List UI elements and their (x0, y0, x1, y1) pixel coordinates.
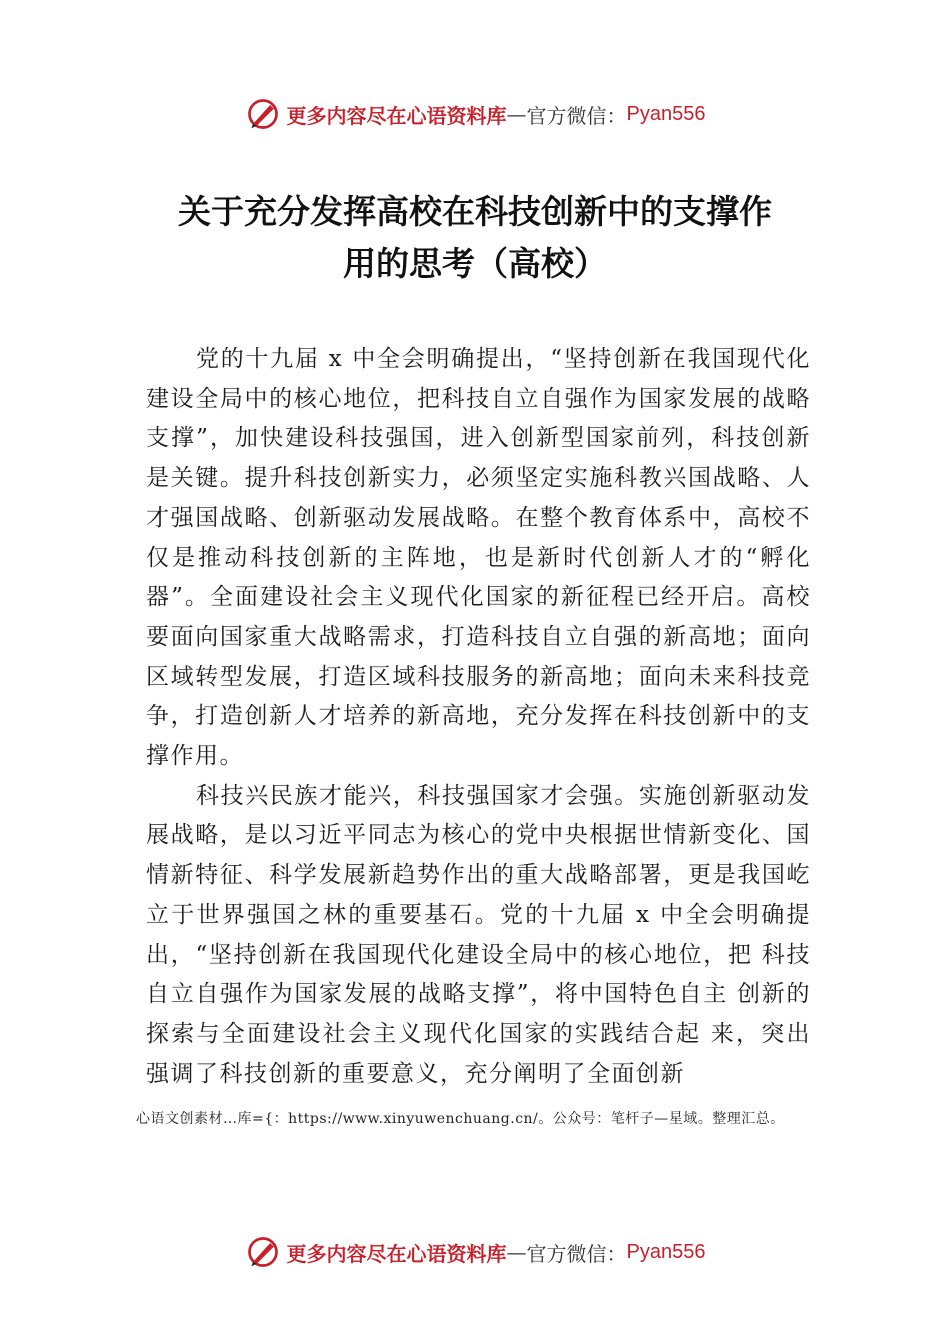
footer-note: 心语文创素材…库={：https://www.xinyuwenchuang.cn/。公众号：笔杆子—星域。整理汇总。 (136, 1111, 785, 1127)
banner-dash: — (506, 102, 527, 126)
banner-dash: — (506, 1240, 527, 1264)
banner-wechat-label: 官方微信： (526, 1241, 627, 1266)
document-title (120, 186, 830, 290)
document-body (146, 340, 811, 1094)
banner-main-text: 更多内容尽在心语资料库 (286, 1241, 507, 1266)
banner-wechat-id: Pyan556 (626, 102, 706, 125)
paragraph-2: 科技兴民族才能兴，科技强国家才会强。实施创新驱动发展战略，是以习近平同志为核心的党中央根据世情新变化、国情新特征、科学发展新趋势作出的重大战略部署，更是我国屹立于世界强国之林的重要基石。党的十九届 x 中全会明确提出，“坚持创新在我国现代化建设全局中的核心地位，把 科技自立自强作为国家发展的战略支撑”，将中国特色自主 创新的探索与全面建设社会主义现代化国家的实践结合起 来，突出强调了科技创新的重要意义，充分阐明了全面创新 (146, 782, 811, 1087)
banner-wechat-id: Pyan556 (626, 1240, 706, 1263)
banner-wechat-label: 官方微信： (526, 103, 627, 128)
paragraph-1: 党的十九届 x 中全会明确提出，“坚持创新在我国现代化建设全局中的核心地位，把科技自立自强作为国家发展的战略支撑”，加快建设科技强国，进入创新型国家前列，科技创新是关键。提升科技创新实力，必须坚定实施科教兴国战略、人才强国战略、创新驱动发展战略。在整个教育体系中，高校不仅是推动科技创新的主阵地，也是新时代创新人才的“孵化器”。全面建设社会主义现代化国家的新征程已经开启。高校要面向国家重大战略需求，打造科技自立自强的新高地；面向区域转型发展，打造区域科技服务的新高地；面向未来科技竞争，打造创新人才培养的新高地，充分发挥在科技创新中的支撑作用。 (146, 346, 811, 770)
title-line-1: 关于充分发挥高校在科技创新中的支撑作 (178, 192, 772, 231)
pen-logo-icon (245, 96, 281, 132)
footer-banner (0, 1232, 950, 1272)
header-banner (0, 94, 950, 134)
title-line-2: 用的思考（高校） (343, 244, 607, 283)
banner-main-text: 更多内容尽在心语资料库 (286, 103, 507, 128)
pen-logo-icon (245, 1234, 281, 1270)
